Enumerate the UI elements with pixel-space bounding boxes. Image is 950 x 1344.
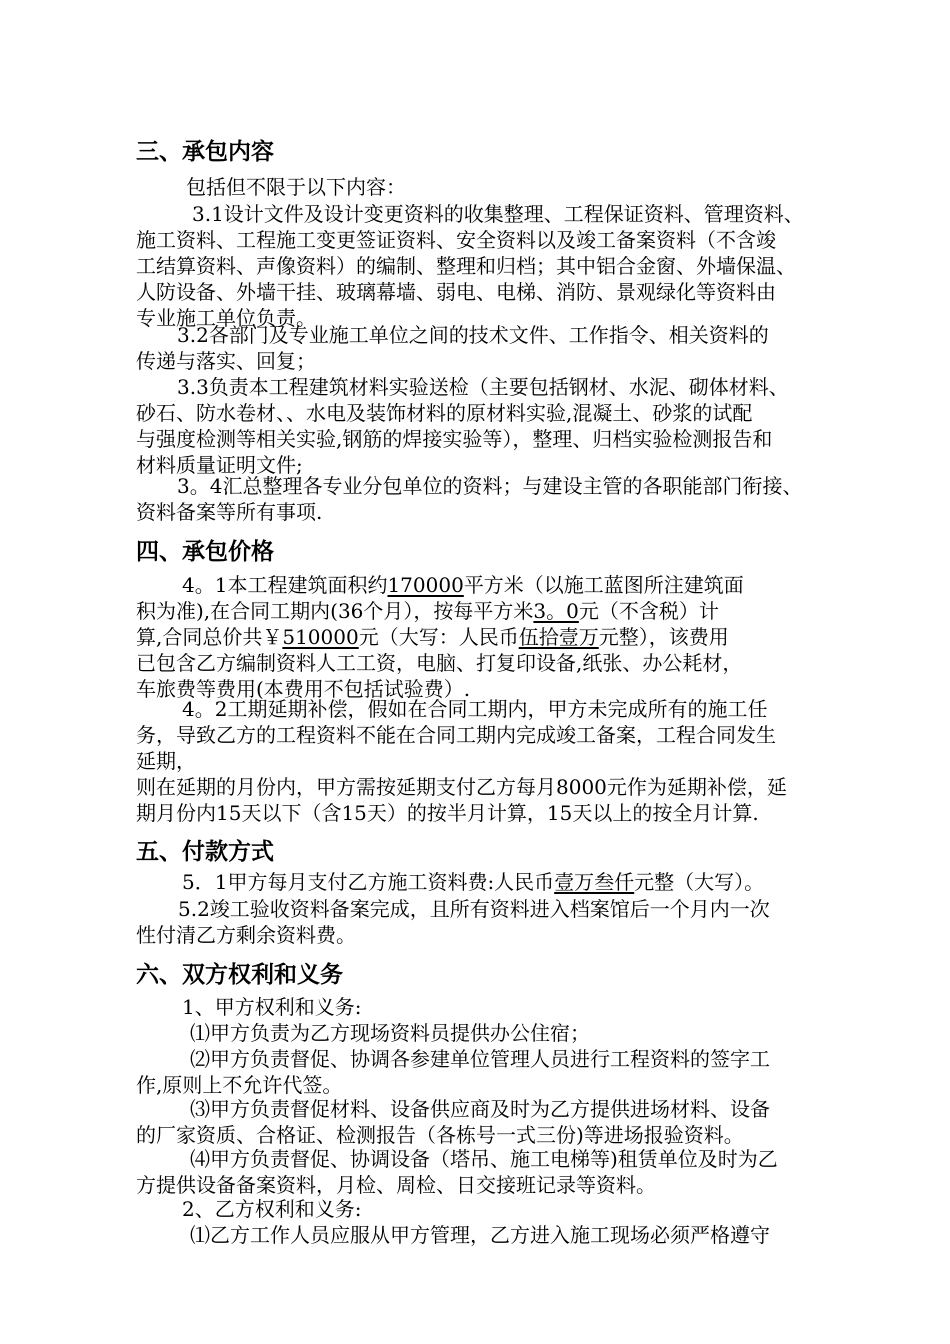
- text-fragment: 5．1甲方每月支付乙方施工资料费:人民币: [182, 870, 555, 894]
- paragraph-line: [182, 869, 764, 895]
- monthly-fee-words: 壹万叁仟: [554, 870, 635, 894]
- paragraph-line: 工结算资料、声像资料）的编制、整理和归档；其中铝合金窗、外墙保温、: [136, 254, 796, 278]
- paragraph-line: 3.2各部门及专业施工单位之间的技术文件、工作指令、相关资料的: [177, 323, 769, 347]
- paragraph-line: [182, 572, 744, 598]
- paragraph-line: 5.2竣工验收资料备案完成，且所有资料进入档案馆后一个月内一次: [178, 897, 770, 921]
- section-heading-rights: 六、双方权利和义务: [136, 962, 343, 988]
- paragraph-line: 务，导致乙方的工程资料不能在合同工期内完成竣工备案，工程合同发生: [136, 723, 776, 747]
- paragraph-line: 延期，: [136, 749, 196, 773]
- paragraph-line: 已包含乙方编制资料人工工资，电脑、打复印设备,纸张、办公耗材，: [136, 651, 743, 675]
- section-heading-scope: 三、承包内容: [136, 139, 274, 165]
- unit-price-value: 3。0: [533, 599, 579, 623]
- paragraph-line: 方提供设备备案资料，月检、周检、日交接班记录等资料。: [136, 1173, 656, 1197]
- paragraph-line: ⑷甲方负责督促、协调设备（塔吊、施工电梯等)租赁单位及时为乙: [190, 1147, 778, 1171]
- paragraph-line: 3.3负责本工程建筑材料实验送检（主要包括钢材、水泥、砌体材料、: [177, 375, 789, 399]
- paragraph-line: 传递与落实、回复；: [136, 349, 316, 373]
- paragraph-line: 则在延期的月份内，甲方需按延期支付乙方每月8000元作为延期补偿，延: [136, 775, 787, 799]
- paragraph-line: 与强度检测等相关实验,钢筋的焊接实验等），整理、归档实验检测报告和: [136, 427, 773, 451]
- total-price-value: 510000: [282, 625, 359, 649]
- section-heading-price: 四、承包价格: [136, 539, 274, 565]
- section-heading-payment: 五、付款方式: [136, 839, 274, 865]
- text-fragment: 算,合同总价共￥: [136, 625, 283, 649]
- paragraph-line: 车旅费等费用(本费用不包括试验费）.: [136, 677, 471, 701]
- paragraph-line: 资料备案等所有事项.: [136, 500, 323, 524]
- paragraph-line: 性付清乙方剩余资料费。: [136, 923, 356, 947]
- paragraph-line: ⑴乙方工作人员应服从甲方管理，乙方进入施工现场必须严格遵守: [190, 1223, 770, 1247]
- paragraph-line: 1、甲方权利和义务:: [182, 995, 362, 1019]
- paragraph-line: 砂石、防水卷材、、水电及装饰材料的原材料实验,混凝土、砂浆的试配: [136, 401, 753, 425]
- paragraph-line: 施工资料、工程施工变更签证资料、安全资料以及竣工备案资料（不含竣: [136, 228, 776, 252]
- text-fragment: 积为准),在合同工期内(36个月），按每平方米: [136, 599, 534, 623]
- text-fragment: 元整（大写）。: [634, 870, 765, 894]
- text-fragment: 4。1本工程建筑面积约: [182, 573, 388, 597]
- paragraph-line: [136, 624, 729, 650]
- paragraph-line: 的厂家资质、合格证、检测报告（各栋号一式三份)等进场报验资料。: [136, 1123, 744, 1147]
- paragraph-line: 3。4汇总整理各专业分包单位的资料；与建设主管的各职能部门衔接、: [177, 474, 803, 498]
- text-fragment: 平方米（以施工蓝图所注建筑面: [463, 573, 744, 597]
- paragraph-line: 专业施工单位负责。: [136, 306, 316, 330]
- paragraph-line: 3.1设计文件及设计变更资料的收集整理、工程保证资料、管理资料、: [192, 202, 804, 226]
- text-fragment: 元整），该费用: [598, 625, 729, 649]
- paragraph-line: 期月份内15天以下（含15天）的按半月计算，15天以上的按全月计算.: [136, 801, 759, 825]
- paragraph-line: 包括但不限于以下内容：: [186, 175, 406, 199]
- paragraph-line: ⑴甲方负责为乙方现场资料员提供办公住宿；: [190, 1021, 590, 1045]
- text-fragment: 元（大写：人民币: [358, 625, 519, 649]
- text-fragment: 元（不含税）计: [578, 599, 719, 623]
- paragraph-line: 2、乙方权利和义务:: [182, 1197, 362, 1221]
- total-price-words: 伍拾壹万: [518, 625, 599, 649]
- paragraph-line: 4。2工期延期补偿，假如在合同工期内，甲方未完成所有的施工任: [182, 697, 768, 721]
- paragraph-line: 人防设备、外墙干挂、玻璃幕墙、弱电、电梯、消防、景观绿化等资料由: [136, 280, 776, 304]
- paragraph-line: 作,原则上不允许代签。: [136, 1073, 343, 1097]
- paragraph-line: [136, 598, 719, 624]
- paragraph-line: ⑶甲方负责督促材料、设备供应商及时为乙方提供进场材料、设备: [190, 1097, 770, 1121]
- paragraph-line: 材料质量证明文件;: [136, 453, 303, 477]
- paragraph-line: ⑵甲方负责督促、协调各参建单位管理人员进行工程资料的签字工: [190, 1047, 770, 1071]
- building-area-value: 170000: [387, 573, 464, 597]
